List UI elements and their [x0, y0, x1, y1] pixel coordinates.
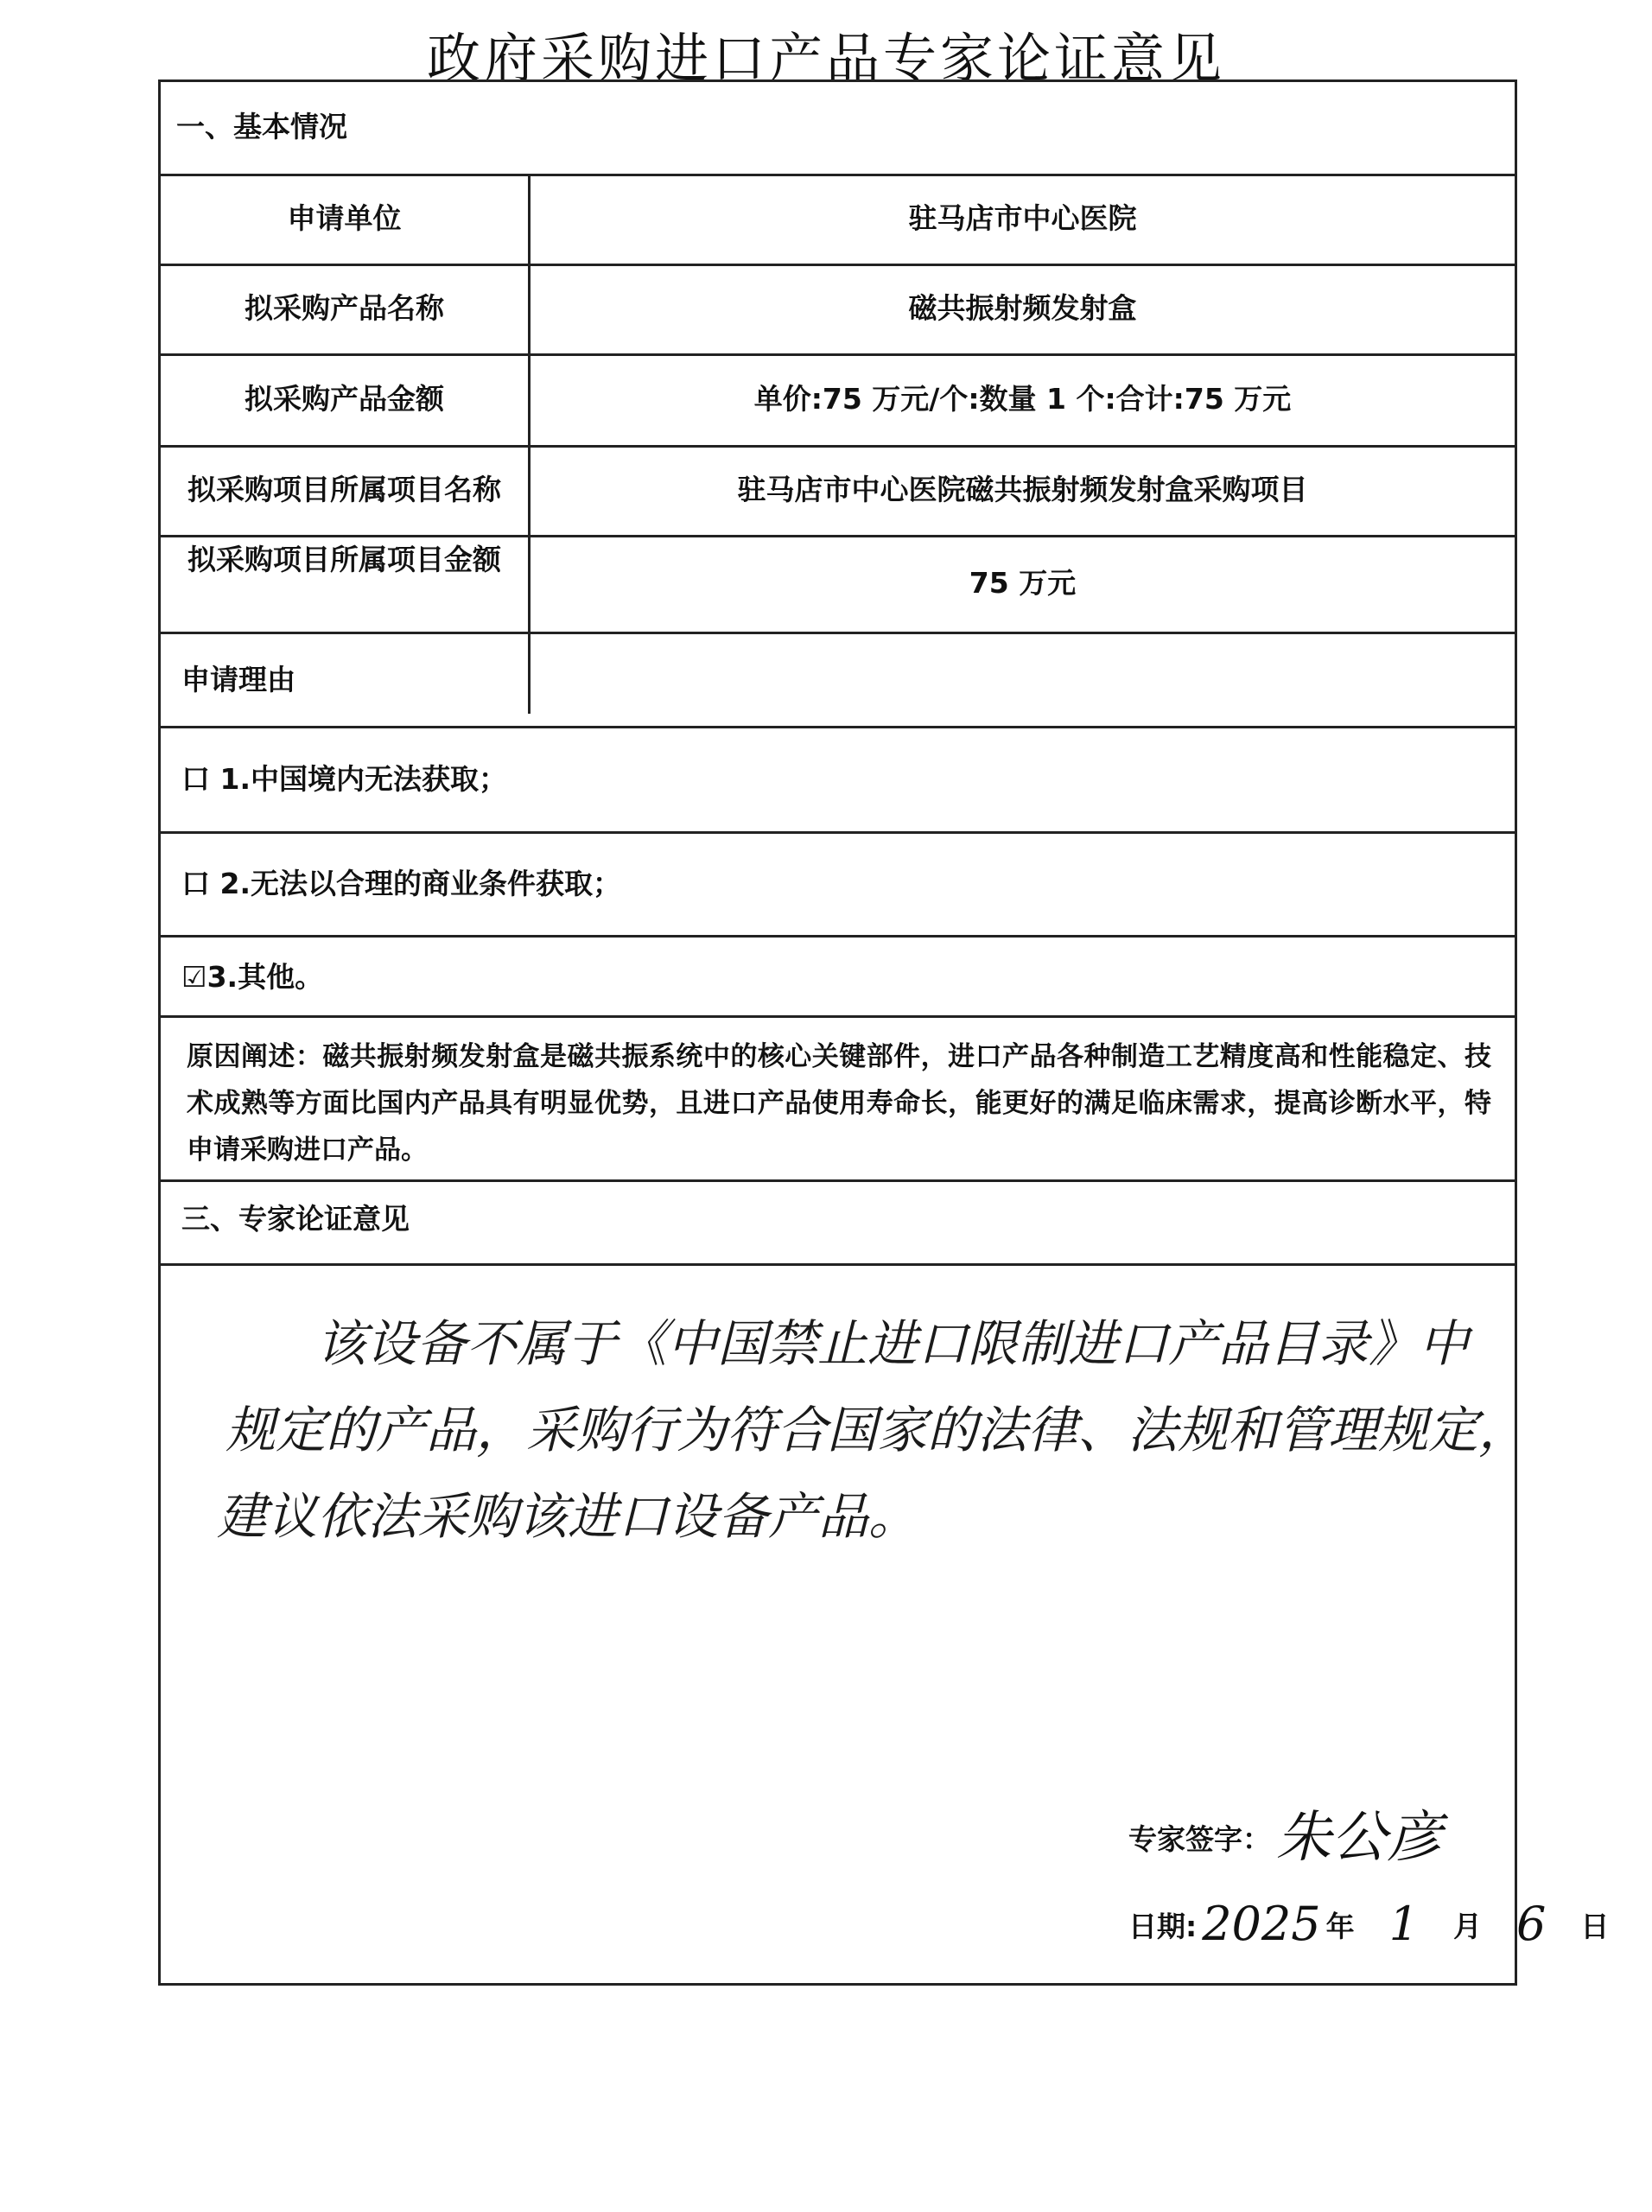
- signature-label: 专家签字：: [1128, 1822, 1271, 1856]
- handwritten-line: 规定的产品，采购行为符合国家的法律、法规和管理规定，: [226, 1401, 1529, 1459]
- argument-form: [158, 79, 1610, 1986]
- divider: [161, 1263, 1515, 1266]
- date-row: [1128, 1897, 1609, 1951]
- project-name-value: 驻马店市中心医院磁共振射频发射盒采购项目: [737, 473, 1308, 506]
- product-amount-label: 拟采购产品金额: [245, 382, 444, 416]
- divider: [161, 831, 1515, 834]
- reason-explanation: [187, 1033, 1491, 1173]
- project-amount-value: 75 万元: [969, 566, 1077, 600]
- project-amount-label: 拟采购项目所属项目金额: [187, 543, 501, 576]
- product-name-value: 磁共振射频发射盒: [908, 291, 1137, 325]
- reason-option-2: 口 2.无法以合理的商业条件获取；: [181, 867, 621, 900]
- date-day: 6: [1516, 1897, 1547, 1951]
- handwritten-line: 该设备不属于《中国禁止进口限制进口产品目录》中: [316, 1314, 1470, 1373]
- divider: [161, 1179, 1515, 1182]
- product-amount-value: 单价:75 万元/个:数量 1 个:合计:75 万元: [753, 382, 1292, 416]
- applicant-value: 驻马店市中心医院: [908, 201, 1137, 235]
- date-year: 2025: [1202, 1897, 1321, 1951]
- divider: [161, 935, 1515, 938]
- divider: [161, 632, 1515, 634]
- expert-opinion-handwriting: [200, 1300, 1529, 1560]
- project-name-label: 拟采购项目所属项目名称: [187, 473, 501, 506]
- applicant-label: 申请单位: [287, 201, 402, 235]
- expert-signature: 朱公彦: [1276, 1806, 1442, 1870]
- reason-explanation-text: 磁共振射频发射盒是磁共振系统中的核心关键部件，进口产品各种制造工艺精度高和性能稳定、技术成熟等方面比国内产品具有明显优势，且进口产品使用寿命长，能更好的满足临床需求，提高诊断水平，特申请采购进口产品。: [187, 1041, 1491, 1166]
- document-title: 政府采购进口产品专家论证意见: [426, 27, 1225, 90]
- divider: [161, 1015, 1515, 1018]
- date-month-unit: 月: [1453, 1910, 1482, 1943]
- reason-option-1: 口 1.中国境内无法获取；: [181, 762, 507, 796]
- reasons-heading: 申请理由: [181, 663, 295, 696]
- date-year-unit: 年: [1325, 1910, 1355, 1943]
- reason-option-3: ☑3.其他。: [181, 960, 324, 994]
- date-day-unit: 日: [1580, 1910, 1610, 1943]
- date-label: 日期:: [1128, 1910, 1198, 1943]
- divider: [161, 726, 1515, 728]
- section3-heading: 三、专家论证意见: [181, 1202, 410, 1236]
- product-name-label: 拟采购产品名称: [245, 291, 444, 325]
- signature-row: [1128, 1793, 1442, 1872]
- date-month: 1: [1388, 1897, 1419, 1951]
- reason-explanation-label: 原因阐述：: [187, 1041, 323, 1072]
- section1-heading: 一、基本情况: [176, 110, 347, 143]
- handwritten-line: 建议依法采购该进口设备产品。: [217, 1487, 919, 1546]
